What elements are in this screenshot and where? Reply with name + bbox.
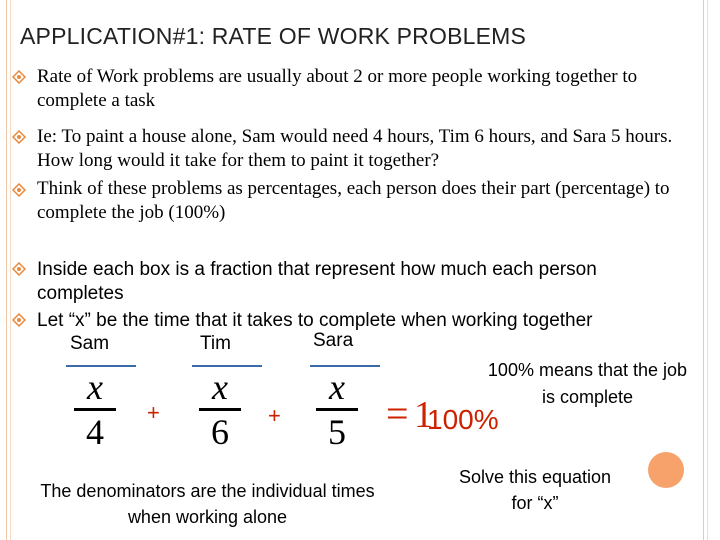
fraction-bar	[199, 408, 241, 411]
fraction-tim	[197, 368, 243, 451]
fraction-denominator: 4	[86, 412, 104, 452]
note-solve: Solve this equation for “x”	[458, 467, 612, 513]
fraction-bar	[74, 408, 116, 411]
fraction-numerator: x	[212, 367, 228, 407]
fraction-denominator: 6	[211, 412, 229, 452]
note-denominators: The denominators are the individual times when working alone	[40, 481, 375, 527]
bullet-icon	[12, 130, 26, 144]
bullet-icon	[12, 262, 26, 276]
plus-sign: +	[268, 403, 281, 428]
frame-line-right-inner	[707, 0, 708, 540]
bullet-text: Inside each box is a fraction that represent how much each person completes	[37, 259, 597, 304]
bullet-text: Think of these problems as percentages, each person does their part (percentage) to complete the job (100%)	[37, 178, 670, 223]
frame-line-right	[703, 0, 704, 540]
equation-one: 1	[414, 394, 433, 436]
fraction-bar	[316, 408, 358, 411]
fraction-sara	[314, 368, 360, 451]
bullet-icon	[12, 183, 26, 197]
fraction-denominator: 5	[328, 412, 346, 452]
fraction-numerator: x	[329, 367, 345, 407]
decorative-circle	[648, 452, 684, 488]
equals-sign: =	[386, 391, 409, 436]
note-complete: 100% means that the job is complete	[487, 360, 688, 407]
bullet-text: Rate of Work problems are usually about 2 or more people working together to complete a task	[37, 66, 638, 111]
bullet-icon	[12, 313, 26, 327]
bullet-text: Ie: To paint a house alone, Sam would need 4 hours, Tim 6 hours, and Sara 5 hours. How long would it take for them to paint it together?	[37, 126, 673, 171]
frame-line-left	[6, 0, 7, 540]
fraction-sam	[72, 368, 118, 451]
label-tim: Tim	[200, 333, 231, 354]
label-sam: Sam	[70, 333, 110, 354]
label-sara: Sara	[313, 330, 354, 351]
equation-percent: 100%	[427, 404, 499, 435]
slide-title: APPLICATION#1: RATE OF WORK PROBLEMS	[20, 23, 527, 49]
plus-sign: +	[147, 400, 160, 425]
frame-line-left-inner	[10, 0, 11, 540]
bullet-icon	[12, 70, 26, 84]
box-top-line	[310, 365, 380, 367]
fraction-numerator: x	[87, 367, 103, 407]
bullet-text: Let “x” be the time that it takes to complete when working together	[37, 310, 593, 331]
